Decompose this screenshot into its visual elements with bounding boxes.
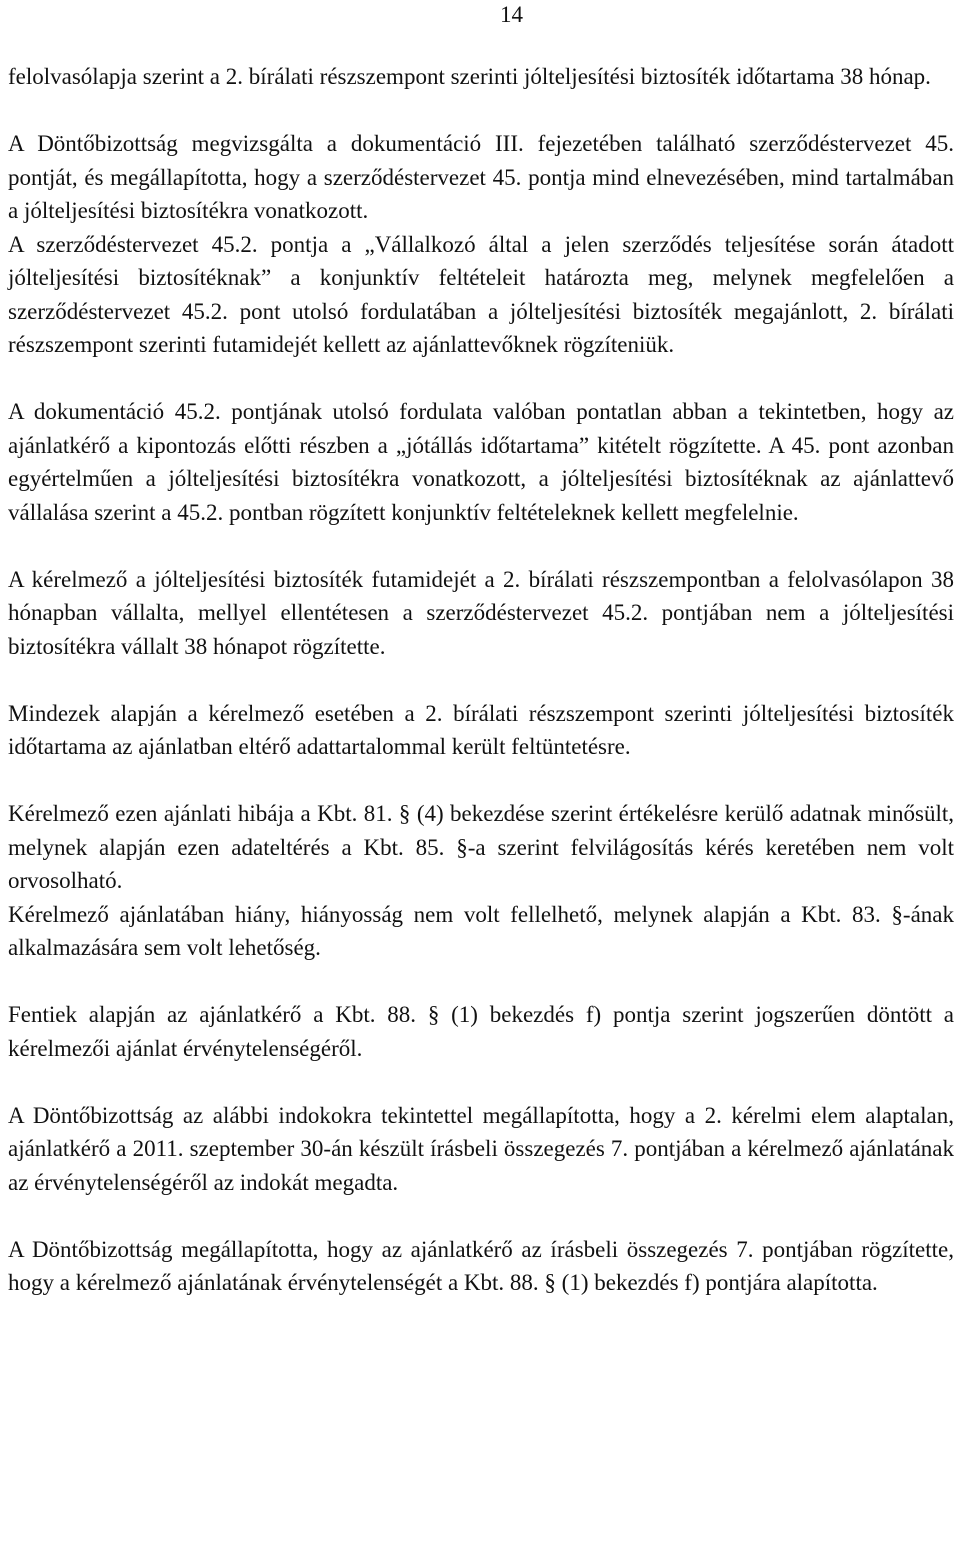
paragraph-gap [8, 529, 954, 563]
paragraph: Kérelmező ezen ajánlati hibája a Kbt. 81. § (4) bekezdése szerint értékelésre kerülő adatnak minősült, melynek alapján ezen adateltérés a Kbt. 85. §-a szerint felvilágosítás kérés keretében nem volt orvosolható. [8, 801, 954, 893]
paragraph-gap [8, 663, 954, 697]
paragraph: A Döntőbizottság megállapította, hogy az ajánlatkérő az írásbeli összegezés 7. pontjában rögzítette, hogy a kérelmező ajánlatának érvénytelenségét a Kbt. 88. § (1) bekezdés f) pontjára alapította. [8, 1236, 954, 1295]
document-body [8, 60, 954, 1300]
paragraph-gap [8, 965, 954, 999]
paragraph-gap [8, 1199, 954, 1233]
paragraph-gap [8, 764, 954, 798]
paragraph-gap [8, 1065, 954, 1099]
paragraph: A szerződéstervezet 45.2. pontja a „Vállalkozó által a jelen szerződés teljesítése során átadott jólteljesítési biztosítéknak” a konjunktív feltételeit határozta meg, melynek megfelelően a szerződéstervezet 45.2. pont utolsó fordulatában a jólteljesítési biztosíték megajánlott, 2. bírálati részszempont szerinti futamidejét kellett az ajánlattevőknek rögzíteniük. [8, 231, 954, 357]
paragraph: Mindezek alapján a kérelmező esetében a 2. bírálati részszempont szerinti jólteljesítési biztosíték időtartama az ajánlatban eltérő adattartalommal került feltüntetésre. [8, 700, 954, 759]
paragraph: A dokumentáció 45.2. pontjának utolsó fordulata valóban pontatlan abban a tekintetben, hogy az ajánlatkérő a kipontozás előtti részben a „jótállás időtartama” kitételt rögzítette. A 45. pont azonban egyértelműen a jólteljesítési biztosítékra vonatkozott, a jólteljesítési biztosítéknak az ajánlattevő vállalása szerint a 45.2. pontban rögzített konjunktív feltételeknek kellett megfelelnie. [8, 399, 954, 525]
paragraph: A Döntőbizottság megvizsgálta a dokumentáció III. fejezetében található szerződéstervezet 45. pontját, és megállapította, hogy a szerződéstervezet 45. pontja mind elnevezésében, mind tartalmában a jólteljesítési biztosítékra vonatkozott. [8, 131, 954, 223]
page-number: 14 [500, 2, 523, 27]
paragraph: A kérelmező a jólteljesítési biztosíték futamidejét a 2. bírálati részszempontban a felolvasólapon 38 hónapban vállalta, mellyel ellentétesen a szerződéstervezet 45.2. pontjában nem a jólteljesítési biztosítékra vállalt 38 hónapot rögzítette. [8, 566, 954, 659]
paragraph: Fentiek alapján az ajánlatkérő a Kbt. 88. § (1) bekezdés f) pontja szerint jogszerűen döntött a kérelmezői ajánlat érvénytelenségéről. [8, 1002, 954, 1061]
paragraph-gap [8, 362, 954, 396]
paragraph: felolvasólapja szerint a 2. bírálati részszempont szerinti jólteljesítési biztosíték időtartama 38 hónap. [8, 64, 931, 89]
paragraph: Kérelmező ajánlatában hiány, hiányosság nem volt fellelhető, melynek alapján a Kbt. 83. §-ának alkalmazására sem volt lehetőség. [8, 901, 954, 960]
paragraph: A Döntőbizottság az alábbi indokokra tekintettel megállapította, hogy a 2. kérelmi elem alaptalan, ajánlatkérő a 2011. szeptember 30-án készült írásbeli összegezés 7. pontjában a kérelmező ajánlatának az érvénytelenségéről az indokát megadta. [8, 1102, 954, 1195]
paragraph-gap [8, 94, 954, 128]
